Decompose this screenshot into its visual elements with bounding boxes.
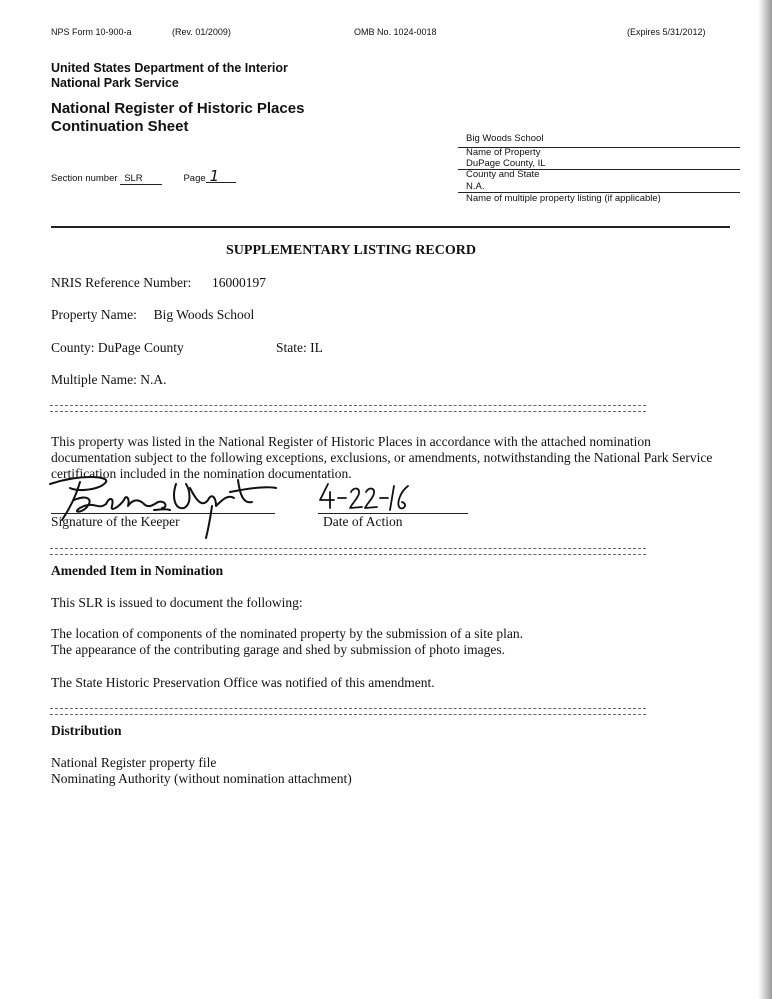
section-line bbox=[51, 167, 236, 185]
section-divider-3 bbox=[50, 708, 646, 715]
property-name-label: Name of Property bbox=[466, 147, 541, 158]
section-divider-1 bbox=[50, 405, 646, 412]
county-line: County: DuPage County bbox=[51, 340, 184, 355]
listing-line-1: This property was listed in the National Register of Historic Places in accordance with the attached nomination bbox=[51, 434, 651, 449]
agency-department: United States Department of the Interior bbox=[51, 61, 288, 75]
state-line: State: IL bbox=[276, 340, 323, 355]
multiple-listing-value: N.A. bbox=[466, 181, 485, 192]
title-line-2: Continuation Sheet bbox=[51, 118, 189, 135]
form-revision: (Rev. 01/2009) bbox=[172, 27, 231, 37]
listing-line-3: certification included in the nomination documentation. bbox=[51, 466, 352, 481]
multiple-listing-label: Name of multiple property listing (if applicable) bbox=[466, 193, 661, 204]
agency-service: National Park Service bbox=[51, 76, 179, 90]
agency-block bbox=[51, 61, 288, 91]
amended-note: The State Historic Preservation Office was notified of this amendment. bbox=[51, 675, 435, 690]
section-number-label: Section number bbox=[51, 173, 118, 184]
form-expiration: (Expires 5/31/2012) bbox=[627, 27, 706, 37]
keeper-signature bbox=[40, 470, 280, 542]
record-heading: SUPPLEMENTARY LISTING RECORD bbox=[226, 243, 476, 258]
form-number: NPS Form 10-900-a bbox=[51, 27, 132, 37]
amended-item-1: The location of components of the nominated property by the submission of a site plan. bbox=[51, 626, 524, 641]
nris-line bbox=[51, 275, 266, 291]
title-line-1: National Register of Historic Places bbox=[51, 100, 305, 117]
nris-label: NRIS Reference Number: bbox=[51, 275, 192, 290]
amended-item-2: The appearance of the contributing garage and shed by submission of photo images. bbox=[51, 642, 505, 657]
property-name-value: Big Woods School bbox=[466, 133, 544, 144]
listing-line-2: documentation subject to the following exceptions, exclusions, or amendments, notwithstanding the National Park Service bbox=[51, 450, 713, 465]
section-number-value: SLR bbox=[120, 173, 162, 185]
nris-value: 16000197 bbox=[211, 275, 266, 290]
multiple-name-line: Multiple Name: N.A. bbox=[51, 372, 167, 387]
property-value: Big Woods School bbox=[153, 307, 255, 322]
amended-intro: This SLR is issued to document the following: bbox=[51, 595, 303, 610]
property-name-line bbox=[51, 307, 254, 323]
amended-heading: Amended Item in Nomination bbox=[51, 563, 224, 578]
header-divider bbox=[51, 226, 730, 228]
omb-number: OMB No. 1024-0018 bbox=[354, 27, 437, 37]
county-state-label: County and State bbox=[466, 169, 540, 180]
distribution-item-2: Nominating Authority (without nomination attachment) bbox=[51, 771, 352, 786]
date-of-action-label: Date of Action bbox=[323, 514, 403, 529]
section-divider-2 bbox=[50, 548, 646, 555]
keeper-label: Signature of the Keeper bbox=[51, 514, 180, 529]
county-state-value: DuPage County, IL bbox=[466, 158, 546, 169]
page-label: Page bbox=[183, 173, 206, 184]
distribution-item-1: National Register property file bbox=[51, 755, 217, 770]
page-number-value: 1 bbox=[206, 171, 236, 183]
distribution-heading: Distribution bbox=[51, 723, 122, 738]
document-title bbox=[51, 100, 304, 136]
handwritten-date bbox=[318, 480, 410, 516]
property-label: Property Name: bbox=[51, 307, 137, 322]
scan-edge-shadow bbox=[758, 0, 772, 999]
